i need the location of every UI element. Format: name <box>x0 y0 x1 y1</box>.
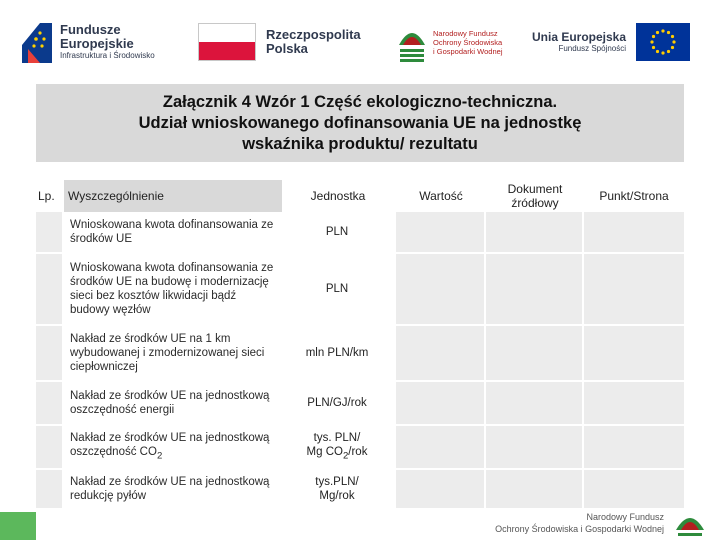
value-cell[interactable] <box>396 426 486 468</box>
lp-cell[interactable] <box>36 470 64 508</box>
header-dokument-line1: Dokument <box>507 182 563 196</box>
title-line-1: Załącznik 4 Wzór 1 Część ekologiczno-techniczna. <box>162 92 558 111</box>
description-cell: Wnioskowana kwota dofinansowania ze środków UE <box>64 212 280 252</box>
unit-line-2: Mg/rok <box>319 490 355 502</box>
nfosigw-logo <box>395 14 502 70</box>
footer-nfosigw-logo <box>488 506 720 540</box>
header-wyszczegolnienie: Wyszczególnienie <box>64 180 282 212</box>
unit-tail: /rok <box>348 445 368 458</box>
header-wartosc: Wartość <box>419 189 463 203</box>
description-cell <box>64 426 280 468</box>
table-row <box>36 254 684 326</box>
lp-cell[interactable] <box>36 426 64 468</box>
unit-cell: PLN/GJ/rok <box>280 382 396 424</box>
logo-bar <box>0 0 720 80</box>
unit-subscript: 2 <box>342 450 349 462</box>
nf-line2: Ochrony Środowiska <box>433 37 503 47</box>
unit-cell: PLN <box>280 212 396 252</box>
source-document-cell[interactable] <box>486 382 584 424</box>
source-document-cell[interactable] <box>486 426 584 468</box>
source-document-cell[interactable] <box>486 326 584 380</box>
data-table <box>36 212 684 510</box>
value-cell[interactable] <box>396 326 486 380</box>
nfosigw-emblem-icon <box>395 19 429 65</box>
header-punkt: Punkt/Strona <box>599 189 669 203</box>
description-cell: Nakład ze środków UE na jednostkową redukcję pyłów <box>64 470 280 508</box>
source-document-cell[interactable] <box>486 212 584 252</box>
fe-line1: Fundusze <box>60 22 121 38</box>
lp-cell[interactable] <box>36 326 64 380</box>
description-subscript: 2 <box>156 450 163 462</box>
eu-flag-icon <box>636 23 690 61</box>
header-lp: Lp. <box>38 189 55 203</box>
unia-europejska-logo <box>532 14 690 70</box>
page-cell[interactable] <box>584 212 684 252</box>
ue-line2: Fundusz Spójności <box>558 44 627 54</box>
unit-cell <box>280 470 396 508</box>
page-cell[interactable] <box>584 254 684 324</box>
corner-decoration <box>0 512 36 540</box>
value-cell[interactable] <box>396 470 486 508</box>
page-cell[interactable] <box>584 382 684 424</box>
table-row <box>36 212 684 254</box>
fundusze-europejskie-logo <box>20 14 155 70</box>
table-row <box>36 382 684 426</box>
footer-line1: Narodowy Fundusz <box>586 512 664 522</box>
nf-line3: i Gospodarki Wodnej <box>433 46 503 56</box>
header-jednostka: Jednostka <box>310 189 366 203</box>
unit-line-2 <box>307 445 368 463</box>
polish-flag-icon <box>198 23 256 61</box>
ue-line1: Unia Europejska <box>532 29 627 44</box>
description-cell: Nakład ze środków UE na 1 km wybudowanej i zmodernizowanej sieci ciepłowniczej <box>64 326 280 380</box>
description-cell: Nakład ze środków UE na jednostkową oszczędność energii <box>64 382 280 424</box>
fe-line3: Infrastruktura i Środowisko <box>60 51 155 61</box>
fe-line2: Europejskie <box>60 35 134 51</box>
table-row <box>36 326 684 382</box>
footer-line2: Ochrony Środowiska i Gospodarki Wodnej <box>495 524 664 534</box>
page-cell[interactable] <box>584 426 684 468</box>
page-cell[interactable] <box>584 470 684 508</box>
rp-line1: Rzeczpospolita <box>266 27 361 43</box>
table-row <box>36 470 684 510</box>
unit-text: Mg CO <box>306 445 343 458</box>
header-dokument-line2: źródłowy <box>511 196 559 210</box>
value-cell[interactable] <box>396 382 486 424</box>
header-dokument <box>486 180 584 212</box>
title-line-3: wskaźnika produktu/ rezultatu <box>242 134 478 153</box>
unit-cell: PLN <box>280 254 396 324</box>
rzeczpospolita-logo <box>198 14 361 70</box>
value-cell[interactable] <box>396 254 486 324</box>
source-document-cell[interactable] <box>486 254 584 324</box>
fundusze-europejskie-emblem-icon <box>20 19 54 65</box>
lp-cell[interactable] <box>36 382 64 424</box>
source-document-cell[interactable] <box>486 470 584 508</box>
page-cell[interactable] <box>584 326 684 380</box>
rp-line2: Polska <box>266 41 308 56</box>
unit-line-1: tys.PLN/ <box>315 476 359 488</box>
title-box <box>36 84 684 162</box>
description-text: Nakład ze środków UE na jednostkową oszczędność CO <box>70 431 270 458</box>
value-cell[interactable] <box>396 212 486 252</box>
nf-line1: Narodowy Fundusz <box>433 28 498 38</box>
footer-emblem-icon <box>670 506 710 540</box>
title-line-2: Udział wnioskowanego dofinansowania UE na jednostkę <box>138 113 582 132</box>
description-cell: Wnioskowana kwota dofinansowania ze środków UE na budowę i modernizację sieci bez kosztów likwidacji bądź budowy węzłów <box>64 254 280 324</box>
lp-cell[interactable] <box>36 212 64 252</box>
unit-line-1: tys. PLN/ <box>313 431 361 444</box>
lp-cell[interactable] <box>36 254 64 324</box>
table-row <box>36 426 684 470</box>
unit-cell: mln PLN/km <box>280 326 396 380</box>
unit-cell <box>280 426 396 468</box>
